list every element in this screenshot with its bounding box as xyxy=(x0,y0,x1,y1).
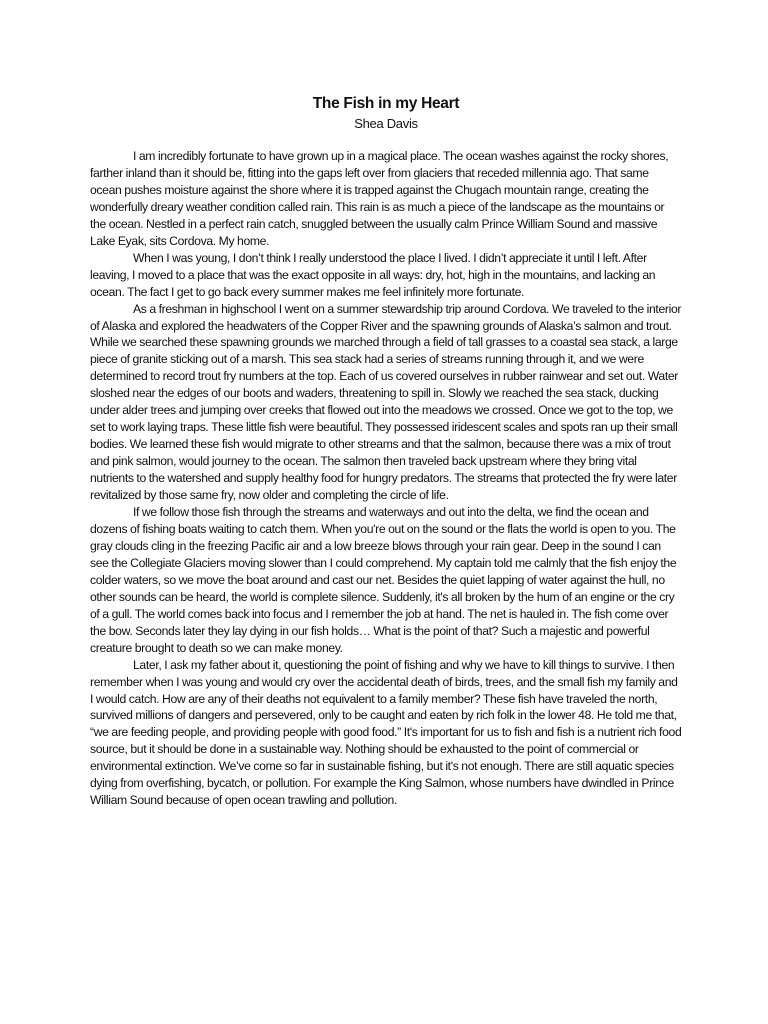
paragraph-2: When I was young, I don’t think I really understood the place I lived. I didn’t appreciate it until I left. After leaving, I moved to a place that was the exact opposite in all ways: dry, hot, high in the mountains, and lacking an ocean. The fact I get to go back every summer makes me feel infinitely more fortunate. xyxy=(90,250,656,299)
paragraph-4: If we follow those fish through the streams and waterways and out into the delta, we find the ocean and dozens of fishing boats waiting to catch them. When you're out on the sound or the flats the world is open to you. The gray clouds cling in the freezing Pacific air and a low breeze blows through your rain gear. Deep in the sound I can see the Collegiate Glaciers moving slower than I could comprehend. My captain told me calmly that the fish enjoy the colder waters, so we move the boat around and cast our net. Besides the quiet lapping of water against the hull, no other sounds can be heard, the world is complete silence. Suddenly, it's all broken by the hum of an engine or the cry of a gull. The world comes back into focus and I remember the job at hand. The net is hauled in. The fish come over the bow. Seconds later they lay dying in our fish holds… What is the point of that? Such a majestic and powerful creature brought to death so we can make money. xyxy=(90,505,677,655)
paragraph-5: Later, I ask my father about it, questioning the point of fishing and why we have to kill things to survive. I then remember when I was young and would cry over the accidental death of birds, trees, and the small fish my family and I would catch. How are any of their deaths not equivalent to a family member? These fish have traveled the north, survived millions of dangers and persevered, only to be caught and eaten by rich folk in the lower 48. He told me that, “we are feeding people, and providing people with good food.” It's important for us to fish and fish is a nutrient rich food source, but it should be done in a sustainable way. Nothing should be exhausted to the point of commercial or environmental extinction. We’ve come so far in sustainable fishing, but it's not enough. There are still aquatic species dying from overfishing, bycatch, or pollution. For example the King Salmon, whose numbers have dwindled in Prince William Sound because of open ocean trawling and pollution. xyxy=(90,657,682,808)
paragraph-1: I am incredibly fortunate to have grown up in a magical place. The ocean washes against the rocky shores, farther inland than it should be, fitting into the gaps left over from glaciers that receded millennia ago. That same ocean pushes moisture against the shore where it is trapped against the Chugach mountain range, creating the wonderfully dreary weather condition called rain. This rain is as much a piece of the landscape as the mountains or the ocean. Nestled in a perfect rain catch, snuggled between the usually calm Prince William Sound and massive Lake Eyak, sits Cordova. My home. xyxy=(90,149,669,248)
author-name: Shea Davis xyxy=(354,116,418,131)
paragraph-3: As a freshman in highschool I went on a summer stewardship trip around Cordova. We traveled to the interior of Alaska and explored the headwaters of the Copper River and the spawning grounds of Alaska’s salmon and trout. While we searched these spawning grounds we marched through a field of tall grasses to a coastal sea stack, a large piece of granite sticking out of a marsh. This sea stack had a series of streams running through it, and we were determined to record trout fry numbers at the top. Each of us covered ourselves in rubber rainwear and set out. Water sloshed near the edges of our boots and waders, threatening to spill in. Slowly we reached the sea stack, ducking under alder trees and jumping over creeks that flowed out into the meadows we crossed. Once we got to the top, we set to work laying traps. These little fish were beautiful. They possessed iridescent scales and spots ran up their small bodies. We learned these fish would migrate to other streams and that the salmon, because there was a mix of trout and pink salmon, would journey to the ocean. The salmon then traveled back upstream where they bring vital nutrients to the watershed and supply healthy food for hungry predators. The streams that protected the fry were later revitalized by those same fry, now older and completing the circle of life. xyxy=(90,301,682,503)
essay-title: The Fish in my Heart xyxy=(312,95,460,112)
document-body xyxy=(90,95,682,809)
